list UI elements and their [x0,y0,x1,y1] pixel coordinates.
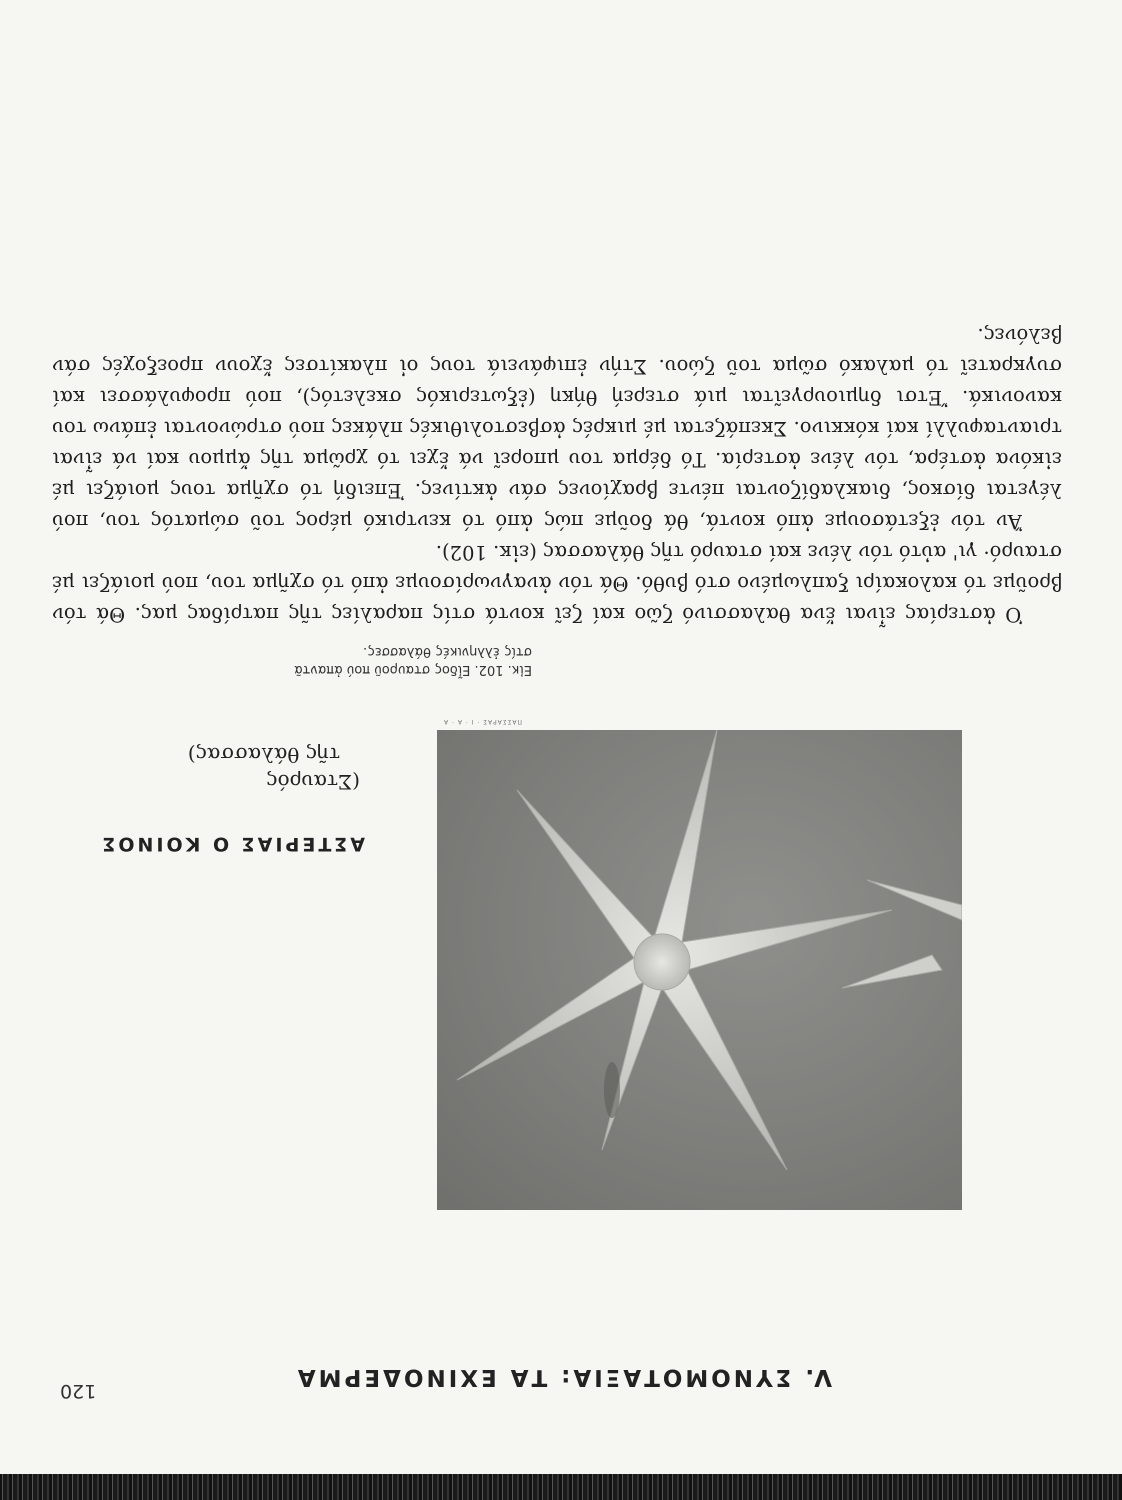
body-text [52,320,1062,630]
photo-credit: ΠΑΣΣΑΡΑΣ · Ι · Α · Α [443,718,522,725]
starfish-main [457,730,892,1170]
scan-edge [0,1474,1122,1500]
caption-line1: Εἰκ. 102. Εἶδος σταυροῦ πού ἀπαντᾶ [294,662,532,677]
section-subheading [110,741,360,795]
starfish-secondary-arm [842,880,962,988]
subheading-line1: (Σταυρός [266,770,360,794]
paragraph-2: Ἄν τόν ἐξετάσουμε ἀπό κοντά, θά δοῦμε πώς ἀπό τό κεντρικό μέρος τοῦ σώματός του, πού λέγεται δίσκος, διακλαδίζονται πέντε βραχίονες σάν ἀκτίνες. Ἐπειδή τό σχῆμα τους μοιάζει μέ εἰκόνα ἀστέρα, τόν λένε ἀστερία. Τό δέρμα του μπορεῖ νά ἔχει τό χρῶμα τῆς ἄμμου καί νά εἶναι τριανταφυλλί καί κόκκινο. Σκεπάζεται μέ μικρές ἀσβεστολιθικές πλάκες πού στρώνονται ἐπάνω του κανονικά. Ἔτσι δημιουργεῖται μιά στερεή θήκη (ἐξωτερικός σκελετός), πού προφυλάσσει καί συγκρατεῖ τό μαλακό σῶμα τοῦ ζώου. Στήν ἐπιφάνειά τους οἱ πλακίτσες ἔχουν προεξοχές σάν βελόνες. [52,324,1062,533]
starfish-photo [437,730,962,1210]
paragraph-1: Ὁ ἀστερίας εἶναι ἕνα θαλασσινό ζῶο καί ζεῖ κοντά στίς παραλίες τῆς πατρίδας μας. Θά τόν βροῦμε τό καλοκαίρι ξαπλωμένο στό βυθό. Θά τόν ἀναγνωρίσουμε ἀπό τό σχῆμα του, πού μοιάζει μέ σταυρό· γι' αὐτό τόν λένε καί σταυρό τῆς θάλασσας (εἰκ. 102). [52,541,1062,626]
subheading-line2: τῆς θάλασσας) [187,743,340,767]
caption-line2: στίς ἑλληνικές θάλασσες. [362,644,532,659]
figure-caption [132,642,532,678]
page-number: 120 [60,1380,97,1402]
starfish-shadow [604,1062,620,1118]
starfish-illustration [437,730,962,1210]
section-heading: ΑΣΤΕΡΙΑΣ Ο ΚΟΙΝΟΣ [99,833,365,855]
chapter-title: V. ΣΥΝΟΜΟΤΑΞΙΑ: ΤΑ ΕΧΙΝΟΔΕΡΜΑ [294,1364,832,1390]
